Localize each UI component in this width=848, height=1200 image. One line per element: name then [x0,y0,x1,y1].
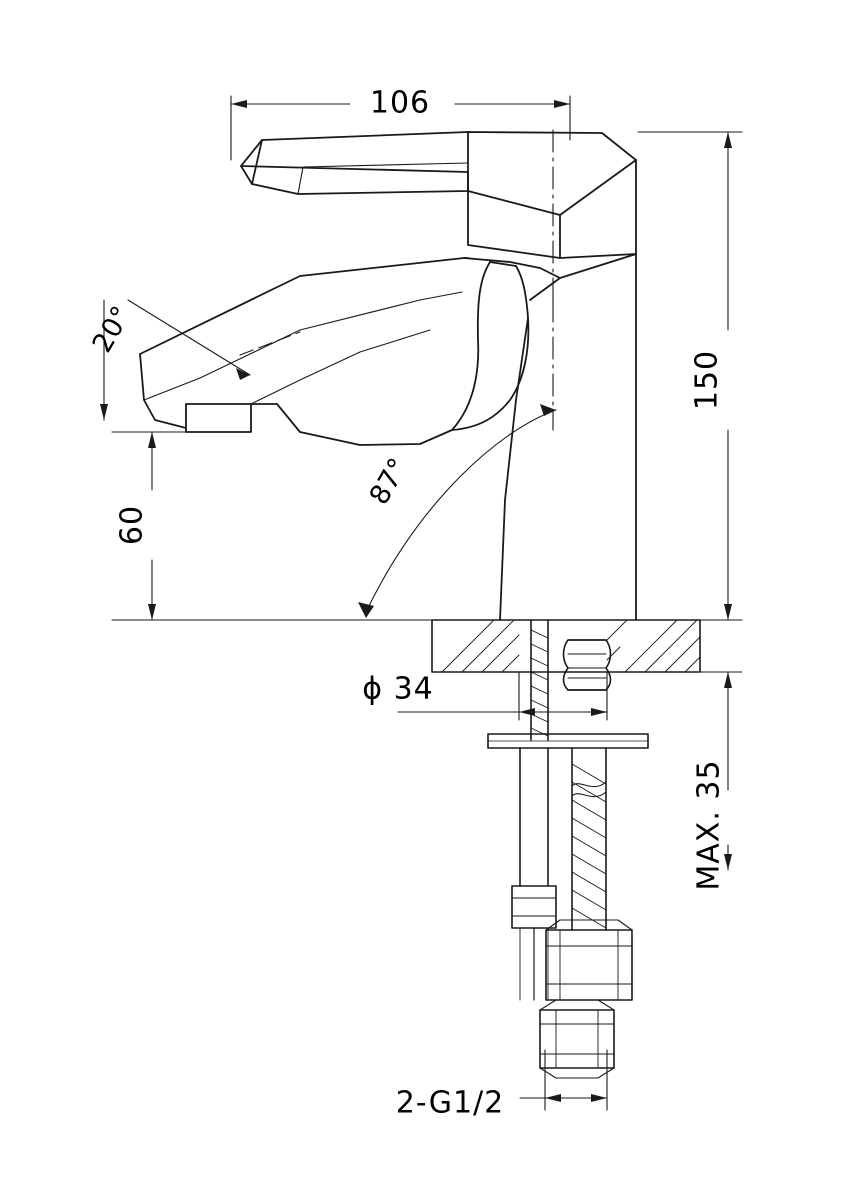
angle-handle: 20° [86,301,138,358]
dim-deck-thickness: MAX. 35 [691,759,727,891]
spout-body [140,258,560,445]
faucet-column [500,254,636,620]
dim-height-total: 150 [689,349,725,411]
valve-neck [452,262,528,430]
tube-hatch-right [572,764,606,928]
dim-thread-size: 2-G1/2 [395,1085,505,1121]
angle-spout: 87° [363,453,415,510]
dim-base-diameter: ϕ 34 [362,671,434,707]
dimension-arrowheads [100,100,732,1102]
dim-width-top: 106 [369,85,431,121]
lever-handle [241,132,636,258]
dimension-lines [104,96,742,1110]
dim-spout-height: 60 [114,504,150,546]
mounting-hardware [488,620,648,1078]
thread-hatch-left [531,630,548,736]
